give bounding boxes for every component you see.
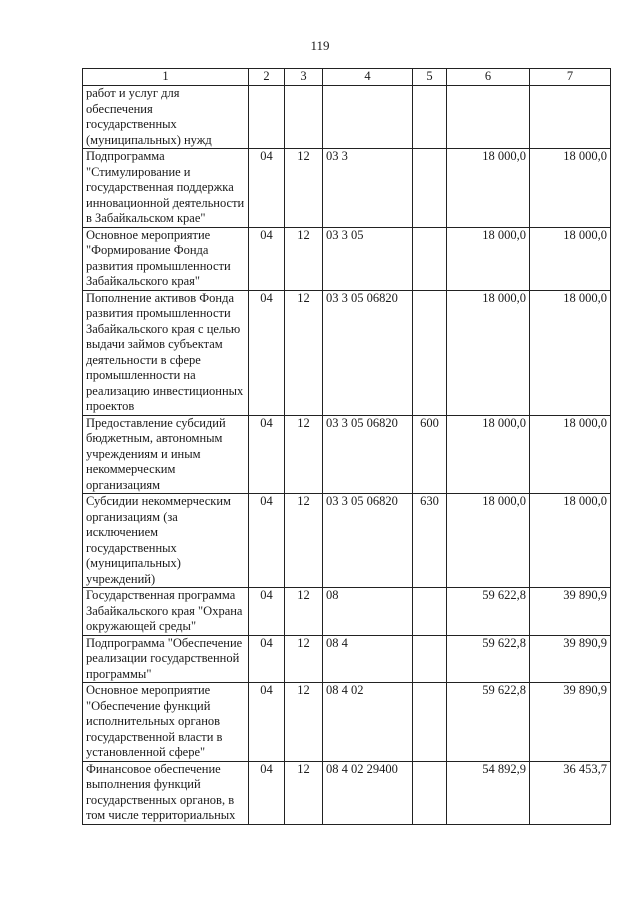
- cell-amount-year-2: 18 000,0: [530, 149, 611, 228]
- budget-table: [82, 68, 611, 825]
- page-number: 119: [310, 38, 330, 53]
- cell-expense-type: [413, 588, 447, 636]
- table-row: [83, 494, 611, 588]
- cell-subsection: 12: [285, 635, 323, 683]
- cell-amount-year-1: 18 000,0: [447, 494, 530, 588]
- cell-name: Финансовое обеспечение выполнения функций государственных органов, в том числе территориальных: [83, 761, 249, 824]
- cell-amount-year-1: 18 000,0: [447, 415, 530, 494]
- cell-subsection: 12: [285, 588, 323, 636]
- cell-subsection: 12: [285, 290, 323, 415]
- cell-amount-year-2: 39 890,9: [530, 588, 611, 636]
- column-header-7: 7: [530, 69, 611, 86]
- cell-name: Основное мероприятие "Формирование Фонда развития промышленности Забайкальского края": [83, 227, 249, 290]
- cell-section: 04: [249, 683, 285, 762]
- cell-target-article: 08 4: [323, 635, 413, 683]
- cell-amount-year-2: 18 000,0: [530, 290, 611, 415]
- cell-expense-type: [413, 635, 447, 683]
- cell-name: Основное мероприятие "Обеспечение функций исполнительных органов государственной власти в установленной сфере": [83, 683, 249, 762]
- cell-section: 04: [249, 761, 285, 824]
- cell-section: 04: [249, 227, 285, 290]
- cell-name: Подпрограмма "Обеспечение реализации государственной программы": [83, 635, 249, 683]
- cell-expense-type: [413, 761, 447, 824]
- cell-subsection: 12: [285, 227, 323, 290]
- cell-amount-year-1: 18 000,0: [447, 290, 530, 415]
- cell-section: 04: [249, 494, 285, 588]
- cell-target-article: 03 3 05 06820: [323, 494, 413, 588]
- table-row: [83, 149, 611, 228]
- cell-name: Пополнение активов Фонда развития промышленности Забайкальского края с целью выдачи займов субъектам деятельности в сфере промышленности на реализацию инвестиционных проектов: [83, 290, 249, 415]
- table-row: [83, 227, 611, 290]
- cell-target-article: 08: [323, 588, 413, 636]
- cell-subsection: 12: [285, 415, 323, 494]
- cell-expense-type: 630: [413, 494, 447, 588]
- cell-subsection: 12: [285, 761, 323, 824]
- cell-expense-type: [413, 290, 447, 415]
- cell-target-article: 03 3 05: [323, 227, 413, 290]
- cell-subsection: 12: [285, 149, 323, 228]
- cell-section: 04: [249, 149, 285, 228]
- cell-section: 04: [249, 588, 285, 636]
- cell-target-article: 08 4 02 29400: [323, 761, 413, 824]
- cell-name: Предоставление субсидий бюджетным, автономным учреждениям и иным некоммерческим организациям: [83, 415, 249, 494]
- cell-target-article: [323, 86, 413, 149]
- cell-target-article: 03 3 05 06820: [323, 290, 413, 415]
- cell-amount-year-1: 54 892,9: [447, 761, 530, 824]
- cell-target-article: 03 3 05 06820: [323, 415, 413, 494]
- cell-subsection: 12: [285, 683, 323, 762]
- cell-name: Субсидии некоммерческим организациям (за исключением государственных (муниципальных) учреждений): [83, 494, 249, 588]
- table-row: [83, 761, 611, 824]
- cell-amount-year-2: 39 890,9: [530, 635, 611, 683]
- cell-amount-year-2: 18 000,0: [530, 494, 611, 588]
- cell-amount-year-1: 59 622,8: [447, 588, 530, 636]
- cell-expense-type: 600: [413, 415, 447, 494]
- cell-subsection: [285, 86, 323, 149]
- cell-name: Подпрограмма "Стимулирование и государственная поддержка инновационной деятельности в Забайкальском крае": [83, 149, 249, 228]
- column-header-5: 5: [413, 69, 447, 86]
- table-row: [83, 415, 611, 494]
- cell-expense-type: [413, 227, 447, 290]
- cell-amount-year-1: [447, 86, 530, 149]
- cell-subsection: 12: [285, 494, 323, 588]
- column-header-2: 2: [249, 69, 285, 86]
- cell-expense-type: [413, 86, 447, 149]
- cell-amount-year-2: 36 453,7: [530, 761, 611, 824]
- cell-amount-year-1: 18 000,0: [447, 149, 530, 228]
- cell-section: 04: [249, 290, 285, 415]
- table-row: [83, 290, 611, 415]
- table-body: [83, 69, 611, 825]
- cell-amount-year-2: [530, 86, 611, 149]
- column-header-4: 4: [323, 69, 413, 86]
- table-row: [83, 86, 611, 149]
- cell-amount-year-1: 59 622,8: [447, 683, 530, 762]
- column-header-1: 1: [83, 69, 249, 86]
- cell-amount-year-2: 18 000,0: [530, 227, 611, 290]
- table-row: [83, 588, 611, 636]
- cell-expense-type: [413, 683, 447, 762]
- cell-expense-type: [413, 149, 447, 228]
- cell-name: Государственная программа Забайкальского края "Охрана окружающей среды": [83, 588, 249, 636]
- table-row: [83, 635, 611, 683]
- cell-target-article: 03 3: [323, 149, 413, 228]
- cell-name: работ и услуг для обеспечения государственных (муниципальных) нужд: [83, 86, 249, 149]
- cell-amount-year-1: 18 000,0: [447, 227, 530, 290]
- table-header-row: [83, 69, 611, 86]
- column-header-3: 3: [285, 69, 323, 86]
- cell-section: [249, 86, 285, 149]
- cell-amount-year-2: 39 890,9: [530, 683, 611, 762]
- cell-section: 04: [249, 635, 285, 683]
- table-row: [83, 683, 611, 762]
- column-header-6: 6: [447, 69, 530, 86]
- cell-section: 04: [249, 415, 285, 494]
- cell-amount-year-1: 59 622,8: [447, 635, 530, 683]
- cell-amount-year-2: 18 000,0: [530, 415, 611, 494]
- cell-target-article: 08 4 02: [323, 683, 413, 762]
